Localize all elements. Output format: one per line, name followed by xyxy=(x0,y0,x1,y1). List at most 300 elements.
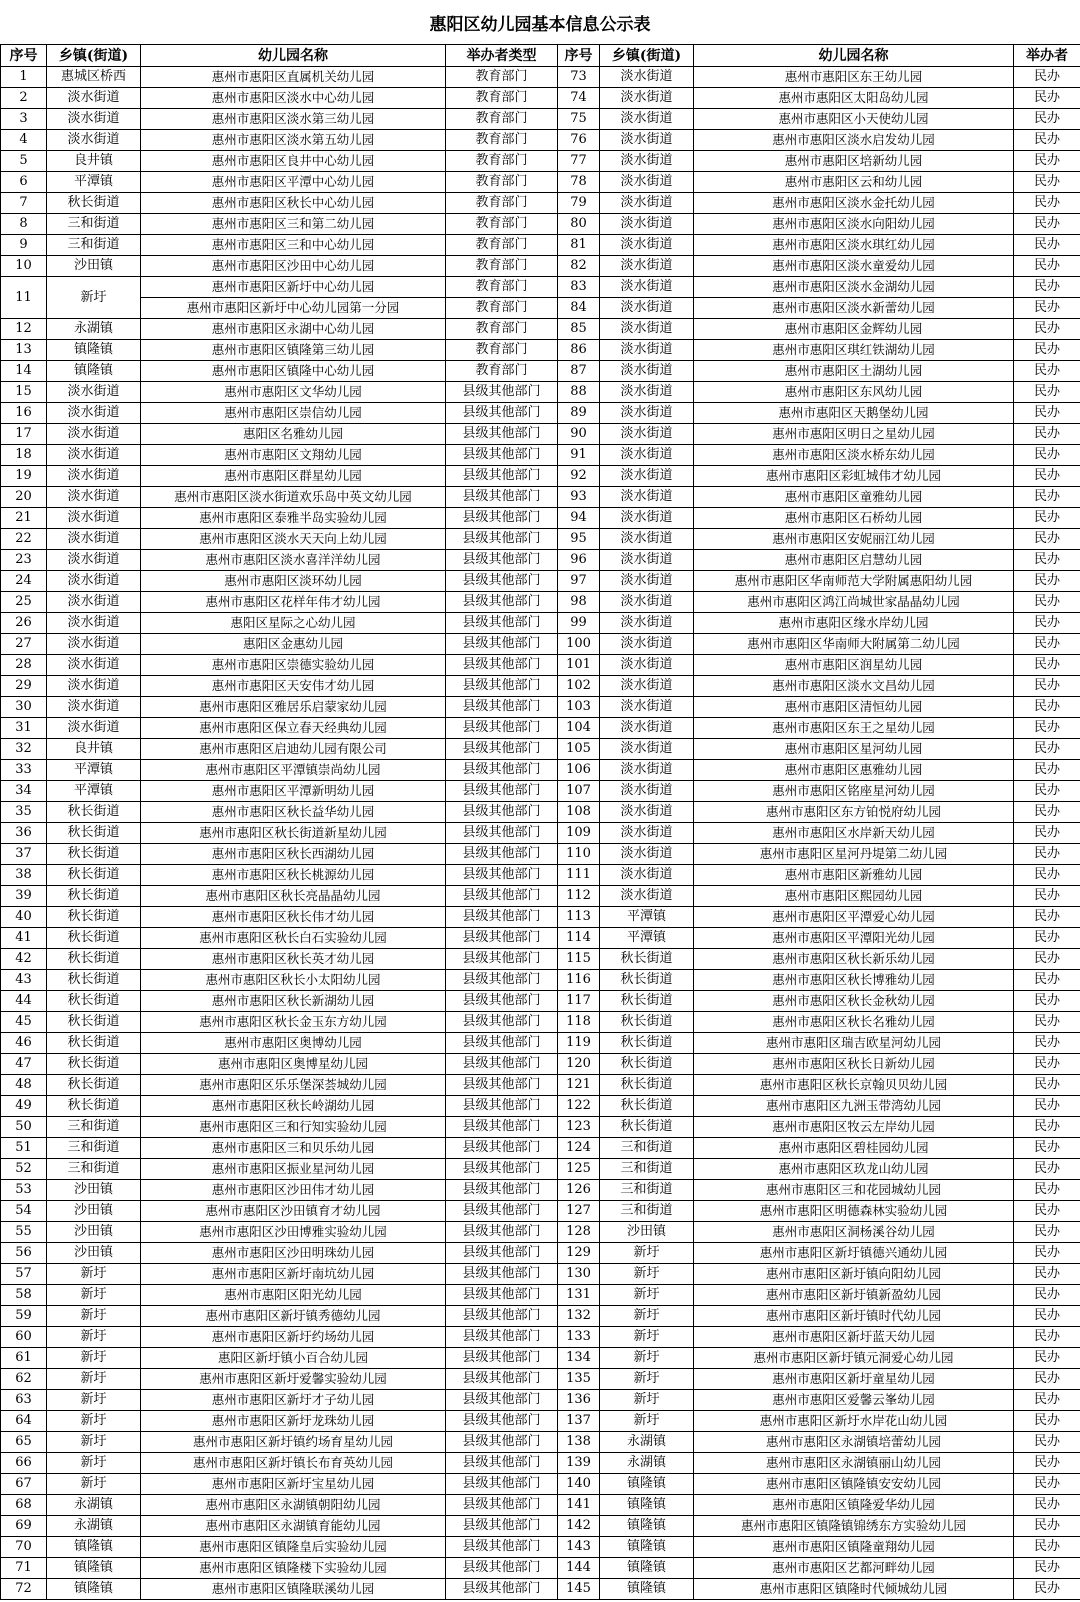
town-cell: 镇隆镇 xyxy=(600,1495,694,1516)
table-row xyxy=(1,1579,1080,1600)
kindergarten-name-cell: 惠州市惠阳区淡水新蕾幼儿园 xyxy=(694,298,1014,319)
table-row xyxy=(1,193,1080,214)
town-cell: 新圩 xyxy=(47,1453,141,1474)
row-number-cell: 67 xyxy=(1,1474,47,1495)
header-cell: 举办者 xyxy=(1014,45,1080,67)
row-number-cell: 34 xyxy=(1,781,47,802)
row-number-cell: 98 xyxy=(558,592,600,613)
town-cell: 秋长街道 xyxy=(47,865,141,886)
town-cell: 平潭镇 xyxy=(47,760,141,781)
organizer-type-cell: 县级其他部门 xyxy=(446,1159,558,1180)
kindergarten-name-cell: 惠州市惠阳区启迪幼儿园有限公司 xyxy=(141,739,446,760)
town-cell: 秋长街道 xyxy=(47,844,141,865)
header-cell: 举办者类型 xyxy=(446,45,558,67)
organizer-type-cell: 民办 xyxy=(1014,844,1080,865)
table-row xyxy=(1,823,1080,844)
kindergarten-table xyxy=(0,44,1080,1600)
table-row xyxy=(1,1495,1080,1516)
row-number-cell: 85 xyxy=(558,319,600,340)
kindergarten-name-cell: 惠州市惠阳区新圩镇向阳幼儿园 xyxy=(694,1264,1014,1285)
kindergarten-name-cell: 惠州市惠阳区三和花园城幼儿园 xyxy=(694,1180,1014,1201)
town-cell: 淡水街道 xyxy=(47,466,141,487)
row-number-cell: 26 xyxy=(1,613,47,634)
organizer-type-cell: 县级其他部门 xyxy=(446,907,558,928)
kindergarten-name-cell: 惠州市惠阳区崇信幼儿园 xyxy=(141,403,446,424)
town-cell: 秋长街道 xyxy=(47,802,141,823)
kindergarten-name-cell: 惠州市惠阳区洞杨溪谷幼儿园 xyxy=(694,1222,1014,1243)
organizer-type-cell: 县级其他部门 xyxy=(446,1096,558,1117)
row-number-cell: 110 xyxy=(558,844,600,865)
organizer-type-cell: 民办 xyxy=(1014,1327,1080,1348)
town-cell: 秋长街道 xyxy=(47,193,141,214)
organizer-type-cell: 民办 xyxy=(1014,802,1080,823)
kindergarten-name-cell: 惠州市惠阳区平潭阳光幼儿园 xyxy=(694,928,1014,949)
organizer-type-cell: 民办 xyxy=(1014,823,1080,844)
town-cell: 镇隆镇 xyxy=(600,1537,694,1558)
kindergarten-name-cell: 惠州市惠阳区沙田伟才幼儿园 xyxy=(141,1180,446,1201)
table-row xyxy=(1,655,1080,676)
row-number-cell: 45 xyxy=(1,1012,47,1033)
town-cell: 淡水街道 xyxy=(600,214,694,235)
header-cell: 幼儿园名称 xyxy=(141,45,446,67)
town-cell: 新圩 xyxy=(600,1285,694,1306)
kindergarten-name-cell: 惠州市惠阳区振业星河幼儿园 xyxy=(141,1159,446,1180)
organizer-type-cell: 民办 xyxy=(1014,1075,1080,1096)
organizer-type-cell: 教育部门 xyxy=(446,193,558,214)
row-number-cell: 102 xyxy=(558,676,600,697)
organizer-type-cell: 民办 xyxy=(1014,613,1080,634)
row-number-cell: 65 xyxy=(1,1432,47,1453)
organizer-type-cell: 民办 xyxy=(1014,298,1080,319)
kindergarten-name-cell: 惠州市惠阳区淡水琪红幼儿园 xyxy=(694,235,1014,256)
organizer-type-cell: 县级其他部门 xyxy=(446,1411,558,1432)
table-row xyxy=(1,88,1080,109)
town-cell: 镇隆镇 xyxy=(47,361,141,382)
organizer-type-cell: 教育部门 xyxy=(446,277,558,298)
kindergarten-name-cell: 惠州市惠阳区良井中心幼儿园 xyxy=(141,151,446,172)
row-number-cell: 57 xyxy=(1,1264,47,1285)
organizer-type-cell: 县级其他部门 xyxy=(446,1243,558,1264)
kindergarten-name-cell: 惠州市惠阳区永湖镇育能幼儿园 xyxy=(141,1516,446,1537)
row-number-cell: 52 xyxy=(1,1159,47,1180)
kindergarten-name-cell: 惠州市惠阳区秋长日新幼儿园 xyxy=(694,1054,1014,1075)
town-cell: 淡水街道 xyxy=(47,445,141,466)
kindergarten-name-cell: 惠州市惠阳区平潭中心幼儿园 xyxy=(141,172,446,193)
row-number-cell: 80 xyxy=(558,214,600,235)
row-number-cell: 89 xyxy=(558,403,600,424)
table-row xyxy=(1,1117,1080,1138)
organizer-type-cell: 县级其他部门 xyxy=(446,1348,558,1369)
row-number-cell: 131 xyxy=(558,1285,600,1306)
table-row xyxy=(1,928,1080,949)
organizer-type-cell: 民办 xyxy=(1014,1453,1080,1474)
row-number-cell: 115 xyxy=(558,949,600,970)
kindergarten-name-cell: 惠州市惠阳区石桥幼儿园 xyxy=(694,508,1014,529)
kindergarten-name-cell: 惠州市惠阳区新圩龙珠幼儿园 xyxy=(141,1411,446,1432)
town-cell: 淡水街道 xyxy=(600,592,694,613)
row-number-cell: 141 xyxy=(558,1495,600,1516)
organizer-type-cell: 民办 xyxy=(1014,340,1080,361)
table-row xyxy=(1,1411,1080,1432)
table-row xyxy=(1,592,1080,613)
town-cell: 秋长街道 xyxy=(47,1096,141,1117)
town-cell: 三和街道 xyxy=(600,1180,694,1201)
organizer-type-cell: 县级其他部门 xyxy=(446,1117,558,1138)
town-cell: 淡水街道 xyxy=(600,193,694,214)
row-number-cell: 120 xyxy=(558,1054,600,1075)
row-number-cell: 107 xyxy=(558,781,600,802)
town-cell: 镇隆镇 xyxy=(47,1558,141,1579)
organizer-type-cell: 县级其他部门 xyxy=(446,1516,558,1537)
town-cell: 镇隆镇 xyxy=(600,1516,694,1537)
organizer-type-cell: 民办 xyxy=(1014,109,1080,130)
row-number-cell: 144 xyxy=(558,1558,600,1579)
organizer-type-cell: 县级其他部门 xyxy=(446,634,558,655)
town-cell: 淡水街道 xyxy=(600,802,694,823)
organizer-type-cell: 县级其他部门 xyxy=(446,1390,558,1411)
town-cell: 淡水街道 xyxy=(47,697,141,718)
organizer-type-cell: 县级其他部门 xyxy=(446,466,558,487)
kindergarten-name-cell: 惠州市惠阳区瑞吉欧星河幼儿园 xyxy=(694,1033,1014,1054)
town-cell: 镇隆镇 xyxy=(600,1558,694,1579)
kindergarten-name-cell: 惠州市惠阳区碧桂园幼儿园 xyxy=(694,1138,1014,1159)
organizer-type-cell: 县级其他部门 xyxy=(446,739,558,760)
row-number-cell: 112 xyxy=(558,886,600,907)
organizer-type-cell: 民办 xyxy=(1014,1474,1080,1495)
table-row xyxy=(1,403,1080,424)
town-cell: 新圩 xyxy=(600,1327,694,1348)
kindergarten-name-cell: 惠州市惠阳区东王之星幼儿园 xyxy=(694,718,1014,739)
table-row xyxy=(1,466,1080,487)
row-number-cell: 122 xyxy=(558,1096,600,1117)
town-cell: 新圩 xyxy=(47,1264,141,1285)
row-number-cell: 10 xyxy=(1,256,47,277)
town-cell: 沙田镇 xyxy=(600,1222,694,1243)
organizer-type-cell: 教育部门 xyxy=(446,214,558,235)
row-number-cell: 56 xyxy=(1,1243,47,1264)
table-row xyxy=(1,781,1080,802)
organizer-type-cell: 县级其他部门 xyxy=(446,718,558,739)
town-cell: 淡水街道 xyxy=(600,151,694,172)
row-number-cell: 77 xyxy=(558,151,600,172)
kindergarten-name-cell: 惠州市惠阳区平潭爱心幼儿园 xyxy=(694,907,1014,928)
row-number-cell: 14 xyxy=(1,361,47,382)
town-cell: 镇隆镇 xyxy=(47,1537,141,1558)
table-row xyxy=(1,634,1080,655)
town-cell: 沙田镇 xyxy=(47,1222,141,1243)
kindergarten-name-cell: 惠州市惠阳区牧云左岸幼儿园 xyxy=(694,1117,1014,1138)
town-cell: 淡水街道 xyxy=(47,655,141,676)
town-cell: 淡水街道 xyxy=(47,613,141,634)
row-number-cell: 129 xyxy=(558,1243,600,1264)
organizer-type-cell: 教育部门 xyxy=(446,67,558,88)
town-cell: 新圩 xyxy=(47,1369,141,1390)
table-row xyxy=(1,739,1080,760)
town-cell: 秋长街道 xyxy=(47,823,141,844)
organizer-type-cell: 民办 xyxy=(1014,1516,1080,1537)
row-number-cell: 33 xyxy=(1,760,47,781)
town-cell: 秋长街道 xyxy=(600,1054,694,1075)
town-cell: 淡水街道 xyxy=(600,130,694,151)
row-number-cell: 75 xyxy=(558,109,600,130)
kindergarten-name-cell: 惠州市惠阳区秋长金玉东方幼儿园 xyxy=(141,1012,446,1033)
organizer-type-cell: 民办 xyxy=(1014,1432,1080,1453)
table-row xyxy=(1,1390,1080,1411)
kindergarten-name-cell: 惠州市惠阳区新圩才子幼儿园 xyxy=(141,1390,446,1411)
table-row xyxy=(1,1222,1080,1243)
kindergarten-name-cell: 惠州市惠阳区鸿江尚城世家晶晶幼儿园 xyxy=(694,592,1014,613)
town-cell: 新圩 xyxy=(47,1474,141,1495)
town-cell: 三和街道 xyxy=(47,235,141,256)
row-number-cell: 99 xyxy=(558,613,600,634)
table-row xyxy=(1,1180,1080,1201)
table-row xyxy=(1,1264,1080,1285)
kindergarten-name-cell: 惠州市惠阳区淡水喜洋洋幼儿园 xyxy=(141,550,446,571)
kindergarten-name-cell: 惠州市惠阳区安妮丽江幼儿园 xyxy=(694,529,1014,550)
table-row xyxy=(1,319,1080,340)
kindergarten-name-cell: 惠州市惠阳区新圩中心幼儿园第一分园 xyxy=(141,298,446,319)
kindergarten-name-cell: 惠州市惠阳区沙田明珠幼儿园 xyxy=(141,1243,446,1264)
town-cell: 秋长街道 xyxy=(47,970,141,991)
row-number-cell: 123 xyxy=(558,1117,600,1138)
kindergarten-name-cell: 惠州市惠阳区永湖镇培蕾幼儿园 xyxy=(694,1432,1014,1453)
town-cell: 秋长街道 xyxy=(47,991,141,1012)
kindergarten-name-cell: 惠州市惠阳区秋长中心幼儿园 xyxy=(141,193,446,214)
row-number-cell: 18 xyxy=(1,445,47,466)
row-number-cell: 139 xyxy=(558,1453,600,1474)
table-row xyxy=(1,445,1080,466)
row-number-cell: 49 xyxy=(1,1096,47,1117)
organizer-type-cell: 民办 xyxy=(1014,1201,1080,1222)
town-cell: 秋长街道 xyxy=(47,949,141,970)
organizer-type-cell: 民办 xyxy=(1014,1285,1080,1306)
organizer-type-cell: 教育部门 xyxy=(446,172,558,193)
row-number-cell: 117 xyxy=(558,991,600,1012)
organizer-type-cell: 县级其他部门 xyxy=(446,844,558,865)
town-cell: 新圩 xyxy=(47,277,141,319)
kindergarten-name-cell: 惠州市惠阳区秋长桃源幼儿园 xyxy=(141,865,446,886)
table-row xyxy=(1,1159,1080,1180)
town-cell: 淡水街道 xyxy=(47,718,141,739)
row-number-cell: 145 xyxy=(558,1579,600,1600)
kindergarten-name-cell: 惠州市惠阳区缘水岸幼儿园 xyxy=(694,613,1014,634)
town-cell: 三和街道 xyxy=(47,1138,141,1159)
row-number-cell: 121 xyxy=(558,1075,600,1096)
row-number-cell: 76 xyxy=(558,130,600,151)
organizer-type-cell: 教育部门 xyxy=(446,256,558,277)
town-cell: 淡水街道 xyxy=(600,172,694,193)
table-row xyxy=(1,1285,1080,1306)
table-row xyxy=(1,1054,1080,1075)
table-row xyxy=(1,1516,1080,1537)
row-number-cell: 91 xyxy=(558,445,600,466)
town-cell: 淡水街道 xyxy=(600,865,694,886)
town-cell: 镇隆镇 xyxy=(47,1579,141,1600)
kindergarten-name-cell: 惠州市惠阳区秋长岭湖幼儿园 xyxy=(141,1096,446,1117)
kindergarten-name-cell: 惠州市惠阳区明日之星幼儿园 xyxy=(694,424,1014,445)
row-number-cell: 133 xyxy=(558,1327,600,1348)
organizer-type-cell: 县级其他部门 xyxy=(446,781,558,802)
organizer-type-cell: 县级其他部门 xyxy=(446,676,558,697)
kindergarten-name-cell: 惠州市惠阳区奥博星幼儿园 xyxy=(141,1054,446,1075)
row-number-cell: 39 xyxy=(1,886,47,907)
table-row xyxy=(1,172,1080,193)
table-row xyxy=(1,1075,1080,1096)
town-cell: 永湖镇 xyxy=(47,1495,141,1516)
row-number-cell: 5 xyxy=(1,151,47,172)
town-cell: 淡水街道 xyxy=(600,277,694,298)
organizer-type-cell: 民办 xyxy=(1014,655,1080,676)
row-number-cell: 83 xyxy=(558,277,600,298)
table-row xyxy=(1,1537,1080,1558)
kindergarten-name-cell: 惠州市惠阳区熙园幼儿园 xyxy=(694,886,1014,907)
kindergarten-name-cell: 惠州市惠阳区沙田博雅实验幼儿园 xyxy=(141,1222,446,1243)
row-number-cell: 68 xyxy=(1,1495,47,1516)
town-cell: 新圩 xyxy=(47,1432,141,1453)
row-number-cell: 31 xyxy=(1,718,47,739)
town-cell: 永湖镇 xyxy=(47,1516,141,1537)
table-row xyxy=(1,361,1080,382)
row-number-cell: 82 xyxy=(558,256,600,277)
row-number-cell: 29 xyxy=(1,676,47,697)
town-cell: 新圩 xyxy=(47,1348,141,1369)
row-number-cell: 103 xyxy=(558,697,600,718)
town-cell: 永湖镇 xyxy=(600,1453,694,1474)
kindergarten-name-cell: 惠州市惠阳区琪红铁湖幼儿园 xyxy=(694,340,1014,361)
kindergarten-name-cell: 惠州市惠阳区淡水第三幼儿园 xyxy=(141,109,446,130)
row-number-cell: 4 xyxy=(1,130,47,151)
kindergarten-name-cell: 惠州市惠阳区新圩镇元洞爱心幼儿园 xyxy=(694,1348,1014,1369)
row-number-cell: 142 xyxy=(558,1516,600,1537)
town-cell: 秋长街道 xyxy=(47,1012,141,1033)
table-row xyxy=(1,1243,1080,1264)
kindergarten-name-cell: 惠州市惠阳区新圩南坑幼儿园 xyxy=(141,1264,446,1285)
row-number-cell: 73 xyxy=(558,67,600,88)
table-row xyxy=(1,613,1080,634)
kindergarten-name-cell: 惠州市惠阳区新圩爱馨实验幼儿园 xyxy=(141,1369,446,1390)
organizer-type-cell: 教育部门 xyxy=(446,298,558,319)
table-row xyxy=(1,886,1080,907)
town-cell: 镇隆镇 xyxy=(47,340,141,361)
row-number-cell: 58 xyxy=(1,1285,47,1306)
town-cell: 淡水街道 xyxy=(600,823,694,844)
row-number-cell: 19 xyxy=(1,466,47,487)
row-number-cell: 21 xyxy=(1,508,47,529)
organizer-type-cell: 民办 xyxy=(1014,718,1080,739)
kindergarten-name-cell: 惠州市惠阳区土湖幼儿园 xyxy=(694,361,1014,382)
town-cell: 淡水街道 xyxy=(600,655,694,676)
kindergarten-name-cell: 惠州市惠阳区秋长博雅幼儿园 xyxy=(694,970,1014,991)
town-cell: 新圩 xyxy=(600,1348,694,1369)
organizer-type-cell: 县级其他部门 xyxy=(446,403,558,424)
kindergarten-name-cell: 惠州市惠阳区天安伟才幼儿园 xyxy=(141,676,446,697)
organizer-type-cell: 民办 xyxy=(1014,760,1080,781)
organizer-type-cell: 民办 xyxy=(1014,445,1080,466)
town-cell: 淡水街道 xyxy=(600,676,694,697)
town-cell: 淡水街道 xyxy=(600,844,694,865)
town-cell: 永湖镇 xyxy=(47,319,141,340)
kindergarten-name-cell: 惠州市惠阳区秋长小太阳幼儿园 xyxy=(141,970,446,991)
kindergarten-name-cell: 惠州市惠阳区沙田中心幼儿园 xyxy=(141,256,446,277)
town-cell: 秋长街道 xyxy=(47,907,141,928)
organizer-type-cell: 民办 xyxy=(1014,1348,1080,1369)
organizer-type-cell: 民办 xyxy=(1014,781,1080,802)
organizer-type-cell: 县级其他部门 xyxy=(446,1075,558,1096)
kindergarten-name-cell: 惠州市惠阳区淡水向阳幼儿园 xyxy=(694,214,1014,235)
kindergarten-name-cell: 惠州市惠阳区秋长新湖幼儿园 xyxy=(141,991,446,1012)
kindergarten-name-cell: 惠州市惠阳区秋长益华幼儿园 xyxy=(141,802,446,823)
organizer-type-cell: 县级其他部门 xyxy=(446,886,558,907)
table-row xyxy=(1,1432,1080,1453)
kindergarten-name-cell: 惠州市惠阳区秋长亮晶晶幼儿园 xyxy=(141,886,446,907)
organizer-type-cell: 县级其他部门 xyxy=(446,697,558,718)
row-number-cell: 84 xyxy=(558,298,600,319)
organizer-type-cell: 县级其他部门 xyxy=(446,1201,558,1222)
organizer-type-cell: 县级其他部门 xyxy=(446,382,558,403)
town-cell: 新圩 xyxy=(600,1306,694,1327)
row-number-cell: 41 xyxy=(1,928,47,949)
row-number-cell: 96 xyxy=(558,550,600,571)
town-cell: 淡水街道 xyxy=(47,634,141,655)
organizer-type-cell: 民办 xyxy=(1014,592,1080,613)
row-number-cell: 78 xyxy=(558,172,600,193)
organizer-type-cell: 县级其他部门 xyxy=(446,613,558,634)
kindergarten-name-cell: 惠州市惠阳区乐乐堡深荟城幼儿园 xyxy=(141,1075,446,1096)
organizer-type-cell: 民办 xyxy=(1014,361,1080,382)
row-number-cell: 47 xyxy=(1,1054,47,1075)
row-number-cell: 81 xyxy=(558,235,600,256)
kindergarten-name-cell: 惠州市惠阳区三和第二幼儿园 xyxy=(141,214,446,235)
table-row xyxy=(1,235,1080,256)
town-cell: 淡水街道 xyxy=(600,718,694,739)
organizer-type-cell: 县级其他部门 xyxy=(446,1180,558,1201)
row-number-cell: 28 xyxy=(1,655,47,676)
organizer-type-cell: 县级其他部门 xyxy=(446,823,558,844)
table-row xyxy=(1,676,1080,697)
town-cell: 秋长街道 xyxy=(47,1054,141,1075)
kindergarten-name-cell: 惠州市惠阳区秋长伟才幼儿园 xyxy=(141,907,446,928)
kindergarten-name-cell: 惠州市惠阳区阳光幼儿园 xyxy=(141,1285,446,1306)
organizer-type-cell: 教育部门 xyxy=(446,319,558,340)
town-cell: 三和街道 xyxy=(47,214,141,235)
row-number-cell: 92 xyxy=(558,466,600,487)
table-row xyxy=(1,1012,1080,1033)
row-number-cell: 64 xyxy=(1,1411,47,1432)
row-number-cell: 128 xyxy=(558,1222,600,1243)
kindergarten-name-cell: 惠州市惠阳区秋长街道新星幼儿园 xyxy=(141,823,446,844)
town-cell: 淡水街道 xyxy=(47,676,141,697)
organizer-type-cell: 民办 xyxy=(1014,529,1080,550)
row-number-cell: 9 xyxy=(1,235,47,256)
row-number-cell: 137 xyxy=(558,1411,600,1432)
organizer-type-cell: 县级其他部门 xyxy=(446,1327,558,1348)
kindergarten-name-cell: 惠阳区名雅幼儿园 xyxy=(141,424,446,445)
town-cell: 秋长街道 xyxy=(600,991,694,1012)
town-cell: 惠城区桥西 xyxy=(47,67,141,88)
kindergarten-name-cell: 惠州市惠阳区雅居乐启蒙家幼儿园 xyxy=(141,697,446,718)
row-number-cell: 42 xyxy=(1,949,47,970)
row-number-cell: 15 xyxy=(1,382,47,403)
kindergarten-name-cell: 惠州市惠阳区平潭新明幼儿园 xyxy=(141,781,446,802)
organizer-type-cell: 教育部门 xyxy=(446,340,558,361)
row-number-cell: 101 xyxy=(558,655,600,676)
kindergarten-name-cell: 惠州市惠阳区文翔幼儿园 xyxy=(141,445,446,466)
row-number-cell: 60 xyxy=(1,1327,47,1348)
organizer-type-cell: 民办 xyxy=(1014,1495,1080,1516)
town-cell: 淡水街道 xyxy=(600,613,694,634)
row-number-cell: 44 xyxy=(1,991,47,1012)
row-number-cell: 7 xyxy=(1,193,47,214)
